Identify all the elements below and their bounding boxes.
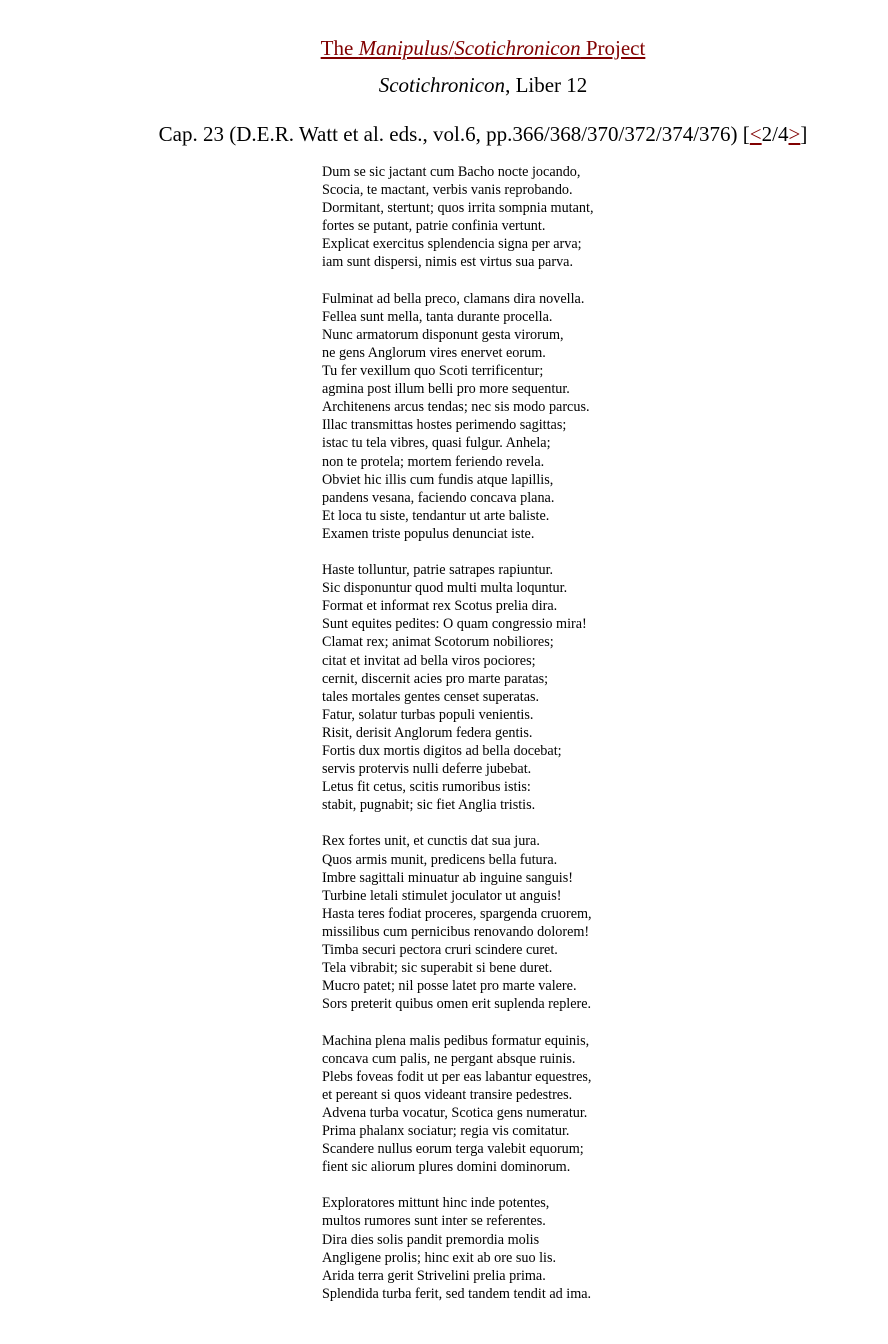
project-title bbox=[0, 36, 888, 60]
poem-line: istac tu tela vibres, quasi fulgur. Anhela; bbox=[322, 435, 551, 452]
poem-line: Arida terra gerit Strivelini prelia prima. bbox=[322, 1267, 546, 1284]
page-indicator: 2/4 bbox=[761, 122, 789, 146]
poem-line: Nunc armatorum disponunt gesta virorum, bbox=[322, 326, 564, 343]
poem-line: Sunt equites pedites: O quam congressio mira! bbox=[322, 616, 587, 633]
poem-line: Explicat exercitus splendencia signa per arva; bbox=[322, 236, 582, 253]
poem-line: fient sic aliorum plures domini dominorum. bbox=[322, 1159, 571, 1176]
poem-stanza bbox=[322, 832, 594, 1013]
poem-line: cernit, discernit acies pro marte paratas; bbox=[322, 670, 549, 687]
poem-line: Fellea sunt mella, tanta durante procella. bbox=[322, 308, 553, 325]
poem-line: citat et invitat ad bella viros pociores; bbox=[322, 652, 536, 669]
poem-line: Architenens arcus tendas; nec sis modo parcus. bbox=[322, 399, 590, 416]
poem-line: Imbre sagittali minuatur ab inguine sanguis! bbox=[322, 869, 573, 886]
poem-line: Examen triste populus denunciat iste. bbox=[322, 525, 535, 542]
poem-line: Format et informat rex Scotus prelia dira. bbox=[322, 598, 558, 615]
poem-line: Risit, derisit Anglorum federa gentis. bbox=[322, 724, 533, 741]
poem-line: iam sunt dispersi, nimis est virtus sua parva. bbox=[322, 254, 574, 271]
liber-number: , Liber 12 bbox=[505, 73, 588, 97]
poem-line: Turbine letali stimulet joculator ut anguis! bbox=[322, 887, 562, 904]
poem-line: Exploratores mittunt hinc inde potentes, bbox=[322, 1195, 550, 1212]
poem-text bbox=[322, 163, 594, 1321]
poem-line: multos rumores sunt inter se referentes. bbox=[322, 1213, 546, 1230]
poem-line: servis protervis nulli deferre jubebat. bbox=[322, 761, 532, 778]
poem-line: pandens vesana, faciendo concava plana. bbox=[322, 489, 555, 506]
poem-line: Sic disponuntur quod multi multa loquntur. bbox=[322, 580, 568, 597]
poem-line: Illac transmittas hostes perimendo sagittas; bbox=[322, 417, 567, 434]
poem-stanza bbox=[322, 163, 594, 272]
project-title-prefix: The bbox=[320, 36, 359, 60]
poem-line: et pereant si quos videant transire pedestres. bbox=[322, 1086, 573, 1103]
poem-line: Prima phalanx sociatur; regia vis comitatur. bbox=[322, 1122, 570, 1139]
poem-line: Fulminat ad bella preco, clamans dira novella. bbox=[322, 290, 585, 307]
previous-page-link[interactable]: < bbox=[749, 122, 762, 146]
poem-stanza bbox=[322, 561, 594, 814]
project-title-suffix: Project bbox=[580, 36, 646, 60]
poem-line: Scandere nullus eorum terga valebit equorum; bbox=[322, 1141, 584, 1158]
poem-line: Mucro patet; nil posse latet pro marte valere. bbox=[322, 978, 577, 995]
poem-line: Advena turba vocatur, Scotica gens numeratur. bbox=[322, 1104, 588, 1121]
chapter-heading-close: ] bbox=[800, 122, 808, 146]
poem-line: Tela vibrabit; sic superabit si bene duret. bbox=[322, 960, 553, 977]
poem-line: Sors preterit quibus omen erit suplenda replere. bbox=[322, 996, 592, 1013]
poem-line: Hasta teres fodiat proceres, spargenda cruorem, bbox=[322, 905, 592, 922]
poem-line: Angligene prolis; hinc exit ab ore suo lis. bbox=[322, 1249, 557, 1266]
poem-line: Splendida turba ferit, sed tandem tendit ad ima. bbox=[322, 1285, 592, 1302]
liber-title bbox=[0, 73, 888, 97]
poem-line: Rex fortes unit, et cunctis dat sua jura. bbox=[322, 833, 540, 850]
chapter-citation: Cap. 23 (D.E.R. Watt et al. eds., vol.6, pp.366/368/370/372/374/376) [ bbox=[158, 122, 750, 146]
poem-line: Obviet hic illis cum fundis atque lapillis, bbox=[322, 471, 554, 488]
project-title-slash: / bbox=[448, 36, 455, 60]
poem-line: Timba securi pectora cruri scindere curet. bbox=[322, 942, 558, 959]
poem-line: Haste tolluntur, patrie satrapes rapiuntur. bbox=[322, 562, 554, 579]
poem-line: Dormitant, stertunt; quos irrita sompnia mutant, bbox=[322, 200, 594, 217]
poem-line: Fatur, solatur turbas populi venientis. bbox=[322, 706, 534, 723]
poem-stanza bbox=[322, 290, 594, 543]
poem-line: tales mortales gentes censet superatas. bbox=[322, 688, 540, 705]
poem-line: Plebs foveas fodit ut per eas labantur equestres, bbox=[322, 1068, 592, 1085]
chapter-heading bbox=[0, 122, 888, 146]
poem-line: agmina post illum belli pro more sequentur. bbox=[322, 381, 570, 398]
poem-line: Scocia, te mactant, verbis vanis reprobando. bbox=[322, 182, 573, 199]
poem-line: Clamat rex; animat Scotorum nobiliores; bbox=[322, 634, 554, 651]
poem-line: Quos armis munit, predicens bella futura. bbox=[322, 851, 558, 868]
next-page-link[interactable]: > bbox=[788, 122, 801, 146]
poem-line: Tu fer vexillum quo Scoti terrificentur; bbox=[322, 363, 544, 380]
liber-work-title: Scotichronicon bbox=[378, 73, 506, 97]
project-home-link[interactable] bbox=[321, 36, 646, 60]
poem-line: Machina plena malis pedibus formatur equinis, bbox=[322, 1032, 590, 1049]
project-title-scotichronicon: Scotichronicon bbox=[454, 36, 581, 60]
poem-stanza bbox=[322, 1194, 594, 1303]
poem-line: fortes se putant, patrie confinia vertunt. bbox=[322, 218, 546, 235]
poem-line: Letus fit cetus, scitis rumoribus istis: bbox=[322, 779, 531, 796]
poem-line: Dum se sic jactant cum Bacho nocte jocando, bbox=[322, 164, 581, 180]
poem-stanza bbox=[322, 1032, 594, 1177]
poem-line: missilibus cum pernicibus renovando dolorem! bbox=[322, 923, 590, 940]
poem-line: Et loca tu siste, tendantur ut arte baliste. bbox=[322, 507, 550, 524]
project-title-manipulus: Manipulus bbox=[358, 36, 449, 60]
poem-line: stabit, pugnabit; sic fiet Anglia tristis. bbox=[322, 797, 536, 814]
poem-line: concava cum palis, ne pergant absque ruinis. bbox=[322, 1050, 576, 1067]
poem-line: Dira dies solis pandit premordia molis bbox=[322, 1231, 540, 1248]
poem-line: non te protela; mortem feriendo revela. bbox=[322, 453, 545, 470]
poem-line: Fortis dux mortis digitos ad bella docebat; bbox=[322, 743, 562, 759]
poem-line: ne gens Anglorum vires enervet eorum. bbox=[322, 344, 546, 361]
